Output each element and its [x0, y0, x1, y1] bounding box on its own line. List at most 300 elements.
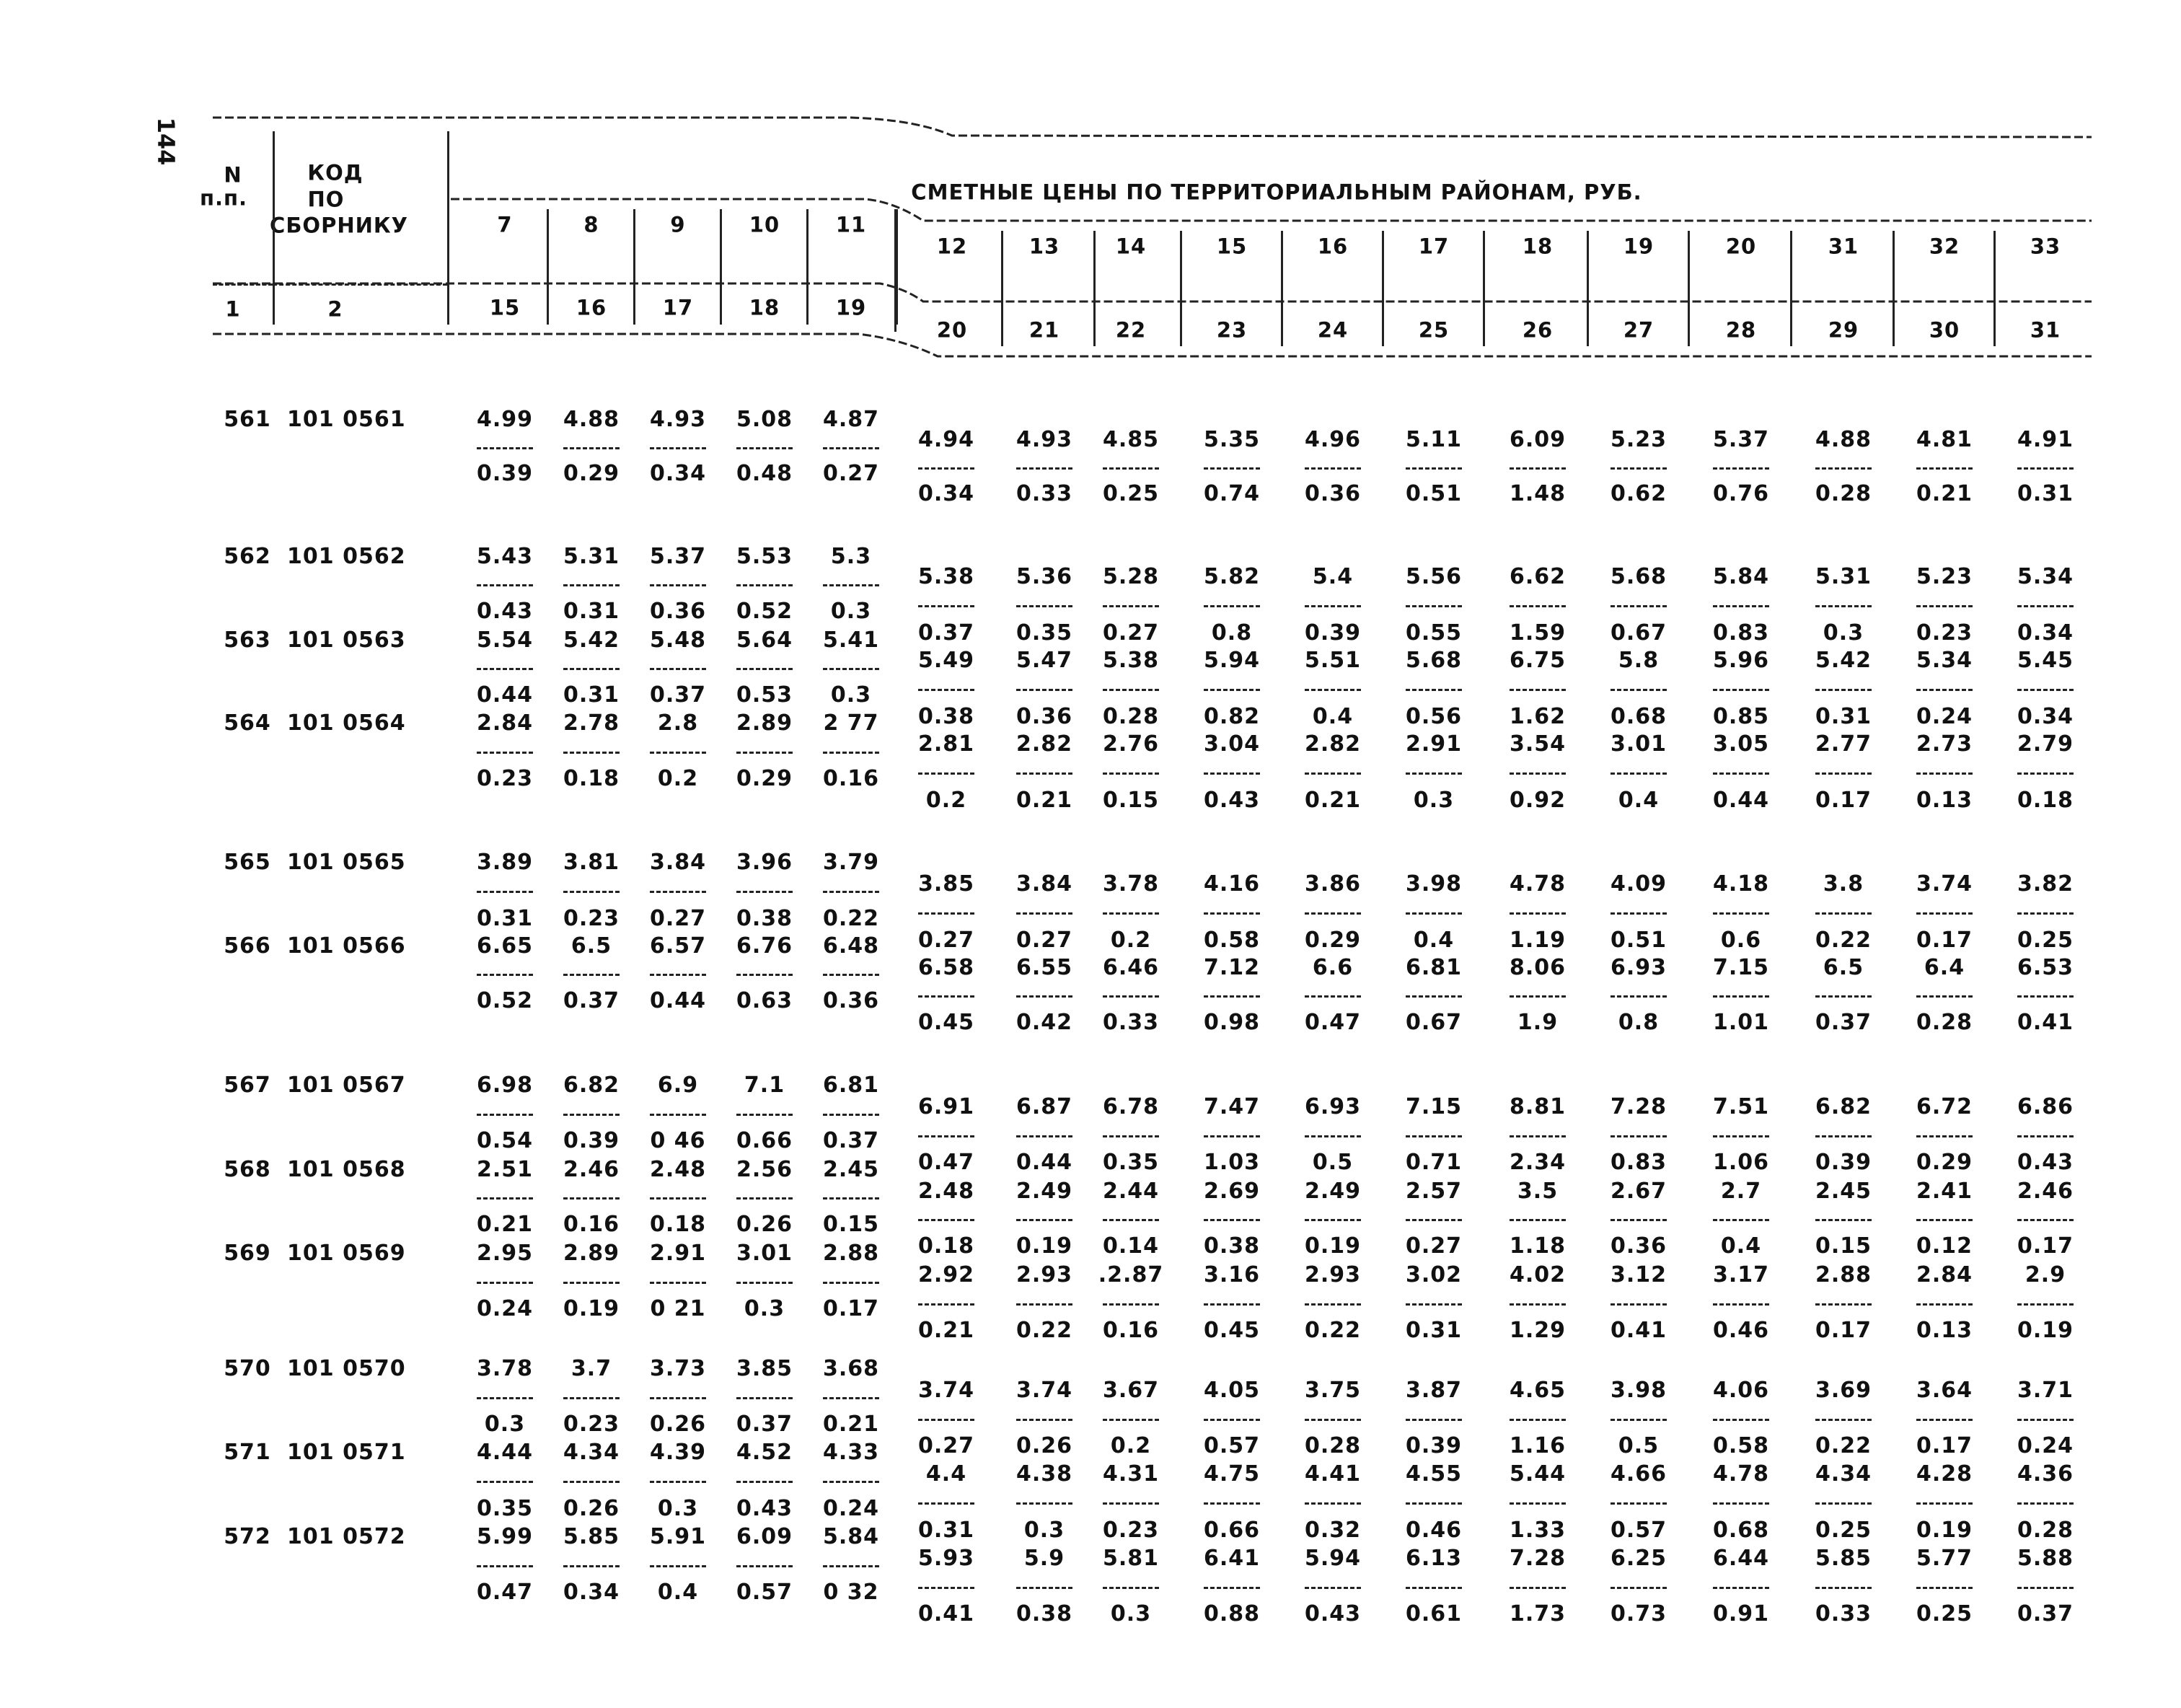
price-value-secondary: 0.17 — [1916, 1433, 1973, 1458]
price-value-secondary: 0.68 — [1712, 1518, 1770, 1543]
price-value: 3.89 — [476, 850, 534, 875]
column-number: 30 — [1929, 317, 1960, 343]
price-value-secondary: 0.36 — [1015, 704, 1073, 729]
price-value-secondary: 1.03 — [1203, 1150, 1261, 1175]
fraction-bar — [1815, 1219, 1872, 1221]
fraction-bar — [1611, 689, 1667, 691]
price-value: 4.4 — [925, 1461, 967, 1487]
row-code: 101 0566 — [287, 933, 406, 959]
price-value-secondary: 0.57 — [1610, 1518, 1667, 1543]
price-value-secondary: 0.67 — [1610, 620, 1667, 646]
fraction-bar — [2017, 689, 2074, 691]
price-value-secondary: 0.4 — [1312, 704, 1354, 729]
price-value: 3.74 — [917, 1378, 975, 1403]
price-value-secondary: 0.39 — [1815, 1150, 1872, 1175]
fraction-bar — [650, 1197, 706, 1199]
fraction-bar — [1305, 605, 1361, 607]
row-number: 571 — [224, 1440, 271, 1465]
row-code: 101 0567 — [287, 1073, 406, 1098]
fraction-bar — [2017, 772, 2074, 775]
fraction-bar — [736, 974, 793, 976]
price-value-secondary: 0.23 — [563, 906, 620, 931]
district-header: 17 — [1418, 234, 1450, 259]
district-header: 32 — [1929, 234, 1960, 259]
district-header: 13 — [1028, 234, 1060, 259]
column-number: 16 — [576, 295, 607, 320]
column-number: 21 — [1028, 317, 1060, 343]
price-value-secondary: 0.31 — [1815, 704, 1872, 729]
price-value: 6.46 — [1102, 955, 1160, 980]
row-number: 565 — [224, 850, 271, 875]
price-value-secondary: 0.25 — [2017, 928, 2074, 953]
fraction-bar — [1204, 995, 1260, 998]
column-divider — [720, 209, 722, 325]
column-divider — [1483, 231, 1485, 346]
fraction-bar — [918, 1587, 974, 1589]
price-value: 4.91 — [2017, 427, 2074, 452]
price-value-secondary: 0 32 — [823, 1580, 879, 1605]
price-value-secondary: 0.37 — [736, 1412, 793, 1437]
price-value: 5.37 — [1712, 427, 1770, 452]
column-number: 23 — [1216, 317, 1248, 343]
fraction-bar — [2017, 1419, 2074, 1421]
row-code: 101 0571 — [287, 1440, 406, 1465]
column-number: 25 — [1418, 317, 1450, 343]
price-value: 5.11 — [1405, 427, 1463, 452]
price-value: 3.98 — [1610, 1378, 1667, 1403]
price-value: 2.78 — [563, 710, 620, 736]
fraction-bar — [1815, 467, 1872, 470]
price-value: 6.82 — [563, 1073, 620, 1098]
fraction-bar — [1713, 1303, 1769, 1306]
fraction-bar — [1406, 1502, 1462, 1505]
price-value: 2.67 — [1610, 1179, 1667, 1204]
district-header: 15 — [1216, 234, 1248, 259]
price-value-secondary: 0.2 — [657, 766, 699, 791]
price-value-secondary: 0.28 — [1916, 1010, 1973, 1035]
fraction-bar — [650, 584, 706, 586]
price-value-secondary: 0.36 — [1610, 1233, 1667, 1259]
fraction-bar — [736, 1114, 793, 1116]
price-value: 2.79 — [2017, 731, 2074, 757]
price-value-secondary: 0.46 — [1712, 1318, 1770, 1343]
fraction-bar — [1916, 467, 1973, 470]
price-value-secondary: 0.3 — [1823, 620, 1864, 646]
fraction-bar — [1611, 1587, 1667, 1589]
price-value: 2.93 — [1015, 1262, 1073, 1287]
price-value: 3.79 — [822, 850, 880, 875]
price-value-secondary: 0.22 — [822, 906, 880, 931]
fraction-bar — [1713, 689, 1769, 691]
row-number: 564 — [224, 710, 271, 736]
fraction-bar — [1305, 772, 1361, 775]
fraction-bar — [1713, 772, 1769, 775]
price-value-secondary: 1.33 — [1509, 1518, 1567, 1543]
fraction-bar — [650, 1282, 706, 1284]
price-value: 6.98 — [476, 1073, 534, 1098]
fraction-bar — [1204, 1135, 1260, 1137]
price-value-secondary: 0.19 — [1015, 1233, 1073, 1259]
price-value: 3.96 — [736, 850, 793, 875]
fraction-bar — [650, 752, 706, 754]
price-value-secondary: 0.44 — [476, 682, 534, 708]
price-value-secondary: 0.32 — [1304, 1518, 1362, 1543]
fraction-bar — [823, 752, 879, 754]
price-value-secondary: 0.55 — [1405, 620, 1463, 646]
price-value: 6.78 — [1102, 1094, 1160, 1119]
price-value-secondary: 0.4 — [1720, 1233, 1762, 1259]
price-value-secondary: 0.31 — [563, 682, 620, 708]
fraction-bar — [1611, 772, 1667, 775]
district-header: 8 — [583, 212, 599, 237]
price-value: 2.9 — [2024, 1262, 2066, 1287]
fraction-bar — [1611, 912, 1667, 915]
price-value: 2.56 — [736, 1157, 793, 1182]
fraction-bar — [563, 1282, 620, 1284]
fraction-bar — [477, 1114, 533, 1116]
price-value: 4.09 — [1610, 871, 1667, 897]
fraction-bar — [650, 1565, 706, 1567]
price-value: 3.81 — [563, 850, 620, 875]
fraction-bar — [1204, 912, 1260, 915]
fraction-bar — [563, 1397, 620, 1399]
price-value-secondary: 0.2 — [1110, 928, 1152, 953]
district-header: 19 — [1623, 234, 1655, 259]
column-divider — [633, 209, 635, 325]
row-number: 561 — [224, 407, 271, 432]
price-value-secondary: 0.24 — [822, 1496, 880, 1521]
fraction-bar — [1103, 1502, 1159, 1505]
fraction-bar — [918, 1502, 974, 1505]
column-divider — [1893, 231, 1895, 346]
price-value: 6.93 — [1610, 955, 1667, 980]
price-value: 6.81 — [822, 1073, 880, 1098]
price-value: 2.44 — [1102, 1179, 1160, 1204]
fraction-bar — [823, 1114, 879, 1116]
price-value-secondary: 0.27 — [649, 906, 707, 931]
fraction-bar — [1815, 1502, 1872, 1505]
price-value-secondary: 0.23 — [1916, 620, 1973, 646]
price-value-secondary: 0.45 — [1203, 1318, 1261, 1343]
price-value: 5.96 — [1712, 648, 1770, 673]
page-number: 144 — [152, 117, 180, 166]
fraction-bar — [1406, 467, 1462, 470]
price-value: 6.09 — [736, 1524, 793, 1549]
row-number: 563 — [224, 628, 271, 653]
price-value: 2.8 — [657, 710, 699, 736]
price-value: 2.82 — [1015, 731, 1073, 757]
fraction-bar — [1611, 605, 1667, 607]
fraction-bar — [1016, 1135, 1072, 1137]
fraction-bar — [823, 447, 879, 449]
price-value: 3.82 — [2017, 871, 2074, 897]
fraction-bar — [1510, 1587, 1566, 1589]
fraction-bar — [1204, 689, 1260, 691]
fraction-bar — [1815, 605, 1872, 607]
fraction-bar — [1406, 912, 1462, 915]
fraction-bar — [1510, 772, 1566, 775]
price-value-secondary: 0.37 — [822, 1128, 880, 1153]
price-value: 5.93 — [917, 1546, 975, 1571]
price-value: 5.53 — [736, 544, 793, 569]
price-value-secondary: 0.19 — [2017, 1318, 2074, 1343]
price-value-secondary: 0.25 — [1916, 1601, 1973, 1626]
column-number: 31 — [2030, 317, 2061, 343]
price-value-secondary: 0.37 — [649, 682, 707, 708]
fraction-bar — [1305, 689, 1361, 691]
price-value: 3.71 — [2017, 1378, 2074, 1403]
price-value: 5.54 — [476, 628, 534, 653]
price-value: 5.77 — [1916, 1546, 1973, 1571]
header-rule — [213, 283, 273, 286]
price-value-secondary: 0.29 — [736, 766, 793, 791]
column-divider — [447, 131, 449, 325]
fraction-bar — [1916, 1135, 1973, 1137]
price-value-secondary: 0.26 — [563, 1496, 620, 1521]
fraction-bar — [1103, 1419, 1159, 1421]
price-value-secondary: 1.18 — [1509, 1233, 1567, 1259]
row-number: 572 — [224, 1524, 271, 1549]
price-value: 3.16 — [1203, 1262, 1261, 1287]
price-value-secondary: 0.42 — [1015, 1010, 1073, 1035]
fraction-bar — [2017, 1587, 2074, 1589]
price-value-secondary: 0.18 — [917, 1233, 975, 1259]
price-value: 6.65 — [476, 933, 534, 959]
price-value: 4.88 — [1815, 427, 1872, 452]
price-value-secondary: 0.8 — [1618, 1010, 1660, 1035]
price-value: 3.74 — [1015, 1378, 1073, 1403]
fraction-bar — [918, 1219, 974, 1221]
price-value-secondary: 0.43 — [736, 1496, 793, 1521]
fraction-bar — [1016, 1502, 1072, 1505]
price-value: 4.75 — [1203, 1461, 1261, 1487]
fraction-bar — [1916, 605, 1973, 607]
price-value: 2.88 — [1815, 1262, 1872, 1287]
price-value-secondary: 0.52 — [736, 599, 793, 624]
fraction-bar — [1305, 1502, 1361, 1505]
price-value: 3.74 — [1916, 871, 1973, 897]
price-value-secondary: 0.37 — [2017, 1601, 2074, 1626]
fraction-bar — [1204, 605, 1260, 607]
price-value: 2.82 — [1304, 731, 1362, 757]
price-value-secondary: 0.83 — [1712, 620, 1770, 646]
price-value: 2.95 — [476, 1241, 534, 1266]
fraction-bar — [1916, 1419, 1973, 1421]
price-value: 6.86 — [2017, 1094, 2074, 1119]
fraction-bar — [1204, 1303, 1260, 1306]
fraction-bar — [1016, 1219, 1072, 1221]
price-value-secondary: 0.17 — [1916, 928, 1973, 953]
fraction-bar — [736, 447, 793, 449]
row-code: 101 0563 — [287, 628, 406, 653]
price-value-secondary: 0.41 — [1610, 1318, 1667, 1343]
price-value-secondary: 0.83 — [1610, 1150, 1667, 1175]
fraction-bar — [1103, 605, 1159, 607]
price-value-secondary: 0.28 — [1102, 704, 1160, 729]
price-value: 7.15 — [1405, 1094, 1463, 1119]
header-colnum-2: 2 — [327, 296, 343, 322]
price-value-secondary: 0.17 — [2017, 1233, 2074, 1259]
price-value-secondary: 0.3 — [657, 1496, 699, 1521]
fraction-bar — [1916, 689, 1973, 691]
price-value-secondary: 0.21 — [1015, 788, 1073, 813]
price-value: 4.65 — [1509, 1378, 1567, 1403]
price-value: 7.1 — [744, 1073, 785, 1098]
price-value-secondary: 1.19 — [1509, 928, 1567, 953]
fraction-bar — [1510, 605, 1566, 607]
price-value: 5.47 — [1015, 648, 1073, 673]
price-value: 5.41 — [822, 628, 880, 653]
price-value-secondary: 1.16 — [1509, 1433, 1567, 1458]
fraction-bar — [1016, 467, 1072, 470]
price-value: 2.92 — [917, 1262, 975, 1287]
price-value-secondary: 0.37 — [1815, 1010, 1872, 1035]
header-code-1: КОД — [307, 160, 364, 185]
header-rule — [273, 283, 447, 286]
fraction-bar — [477, 1282, 533, 1284]
price-value-secondary: 0.48 — [736, 461, 793, 486]
fraction-bar — [1406, 772, 1462, 775]
price-value-secondary: 0.3 — [1023, 1518, 1065, 1543]
price-value: 5.31 — [563, 544, 620, 569]
price-value: 2.45 — [822, 1157, 880, 1182]
fraction-bar — [1204, 1219, 1260, 1221]
price-value: 2 77 — [823, 710, 879, 736]
price-value: 4.34 — [563, 1440, 620, 1465]
price-value: 2.84 — [476, 710, 534, 736]
price-value: 5.23 — [1916, 564, 1973, 589]
row-code: 101 0564 — [287, 710, 406, 736]
fraction-bar — [823, 1481, 879, 1483]
fraction-bar — [1611, 1502, 1667, 1505]
fraction-bar — [1815, 1303, 1872, 1306]
price-value-secondary: 0.35 — [476, 1496, 534, 1521]
fraction-bar — [650, 974, 706, 976]
price-value-secondary: 0.58 — [1203, 928, 1261, 953]
price-value-secondary: 0.19 — [563, 1296, 620, 1321]
price-value: 5.36 — [1015, 564, 1073, 589]
price-value-secondary: 0.27 — [917, 1433, 975, 1458]
price-value: 8.06 — [1509, 955, 1567, 980]
price-value: 2.88 — [822, 1241, 880, 1266]
fraction-bar — [477, 974, 533, 976]
price-value-secondary: 0.43 — [1203, 788, 1261, 813]
price-value: 5.38 — [917, 564, 975, 589]
price-value: 7.28 — [1610, 1094, 1667, 1119]
price-value: 5.88 — [2017, 1546, 2074, 1571]
price-value: 4.94 — [917, 427, 975, 452]
price-value: 6.6 — [1312, 955, 1354, 980]
price-value: 6.09 — [1509, 427, 1567, 452]
price-value-secondary: 0.36 — [822, 988, 880, 1013]
price-value: 2.41 — [1916, 1179, 1973, 1204]
fraction-bar — [1103, 1587, 1159, 1589]
price-value-secondary: 0.36 — [649, 599, 707, 624]
price-value-secondary: 0.44 — [1712, 788, 1770, 813]
fraction-bar — [477, 1481, 533, 1483]
price-value-secondary: 0.24 — [2017, 1433, 2074, 1458]
price-value: 4.33 — [822, 1440, 880, 1465]
fraction-bar — [650, 891, 706, 893]
fraction-bar — [1305, 1587, 1361, 1589]
price-value: 5.08 — [736, 407, 793, 432]
fraction-bar — [823, 891, 879, 893]
fraction-bar — [736, 891, 793, 893]
price-value: 3.87 — [1405, 1378, 1463, 1403]
price-value-secondary: 0.5 — [1312, 1150, 1354, 1175]
price-value: 6.81 — [1405, 955, 1463, 980]
price-value: 3.01 — [1610, 731, 1667, 757]
price-value: 6.48 — [822, 933, 880, 959]
price-value: 5.38 — [1102, 648, 1160, 673]
price-value-secondary: 0.29 — [1916, 1150, 1973, 1175]
column-divider — [547, 209, 549, 325]
fraction-bar — [823, 1565, 879, 1567]
fraction-bar — [563, 974, 620, 976]
fraction-bar — [1204, 467, 1260, 470]
fraction-bar — [563, 447, 620, 449]
price-value-secondary: 0.31 — [563, 599, 620, 624]
fraction-bar — [1103, 1135, 1159, 1137]
price-value-secondary: 0.4 — [1413, 928, 1455, 953]
price-value-secondary: 0.47 — [476, 1580, 534, 1605]
price-value: 6.4 — [1924, 955, 1965, 980]
column-number: 29 — [1828, 317, 1859, 343]
fraction-bar — [1103, 1219, 1159, 1221]
fraction-bar — [1305, 1419, 1361, 1421]
fraction-bar — [2017, 1135, 2074, 1137]
fraction-bar — [1204, 1502, 1260, 1505]
price-value: 3.02 — [1405, 1262, 1463, 1287]
price-value: 4.18 — [1712, 871, 1770, 897]
fraction-bar — [1305, 1303, 1361, 1306]
price-value-secondary: 0.51 — [1610, 928, 1667, 953]
price-value-secondary: 0.36 — [1304, 481, 1362, 506]
price-value-secondary: 0.39 — [1304, 620, 1362, 646]
price-value: 3.17 — [1712, 1262, 1770, 1287]
fraction-bar — [1204, 1419, 1260, 1421]
price-value-secondary: 0.82 — [1203, 704, 1261, 729]
price-value-secondary: 0.3 — [484, 1412, 526, 1437]
price-value: 4.93 — [649, 407, 707, 432]
fraction-bar — [1611, 1303, 1667, 1306]
price-value: 5.43 — [476, 544, 534, 569]
price-value: 2.48 — [917, 1179, 975, 1204]
column-number: 19 — [835, 295, 867, 320]
price-value-secondary: 0 21 — [650, 1296, 706, 1321]
fraction-bar — [1103, 912, 1159, 915]
price-value-secondary: 0.31 — [476, 906, 534, 931]
header-colnum-1: 1 — [225, 296, 241, 322]
price-value-secondary: 0.47 — [917, 1150, 975, 1175]
price-value: 6.9 — [657, 1073, 699, 1098]
fraction-bar — [823, 584, 879, 586]
price-value-secondary: 0.34 — [917, 481, 975, 506]
fraction-bar — [650, 668, 706, 670]
price-value-secondary: 0.23 — [476, 766, 534, 791]
price-value-secondary: 0.25 — [1102, 481, 1160, 506]
fraction-bar — [918, 1303, 974, 1306]
column-divider — [806, 209, 808, 325]
district-header: 14 — [1115, 234, 1147, 259]
fraction-bar — [918, 467, 974, 470]
fraction-bar — [1510, 1135, 1566, 1137]
price-value: 3.7 — [570, 1356, 612, 1381]
fraction-bar — [477, 447, 533, 449]
fraction-bar — [918, 912, 974, 915]
price-value: 2.76 — [1102, 731, 1160, 757]
column-number: 20 — [936, 317, 968, 343]
